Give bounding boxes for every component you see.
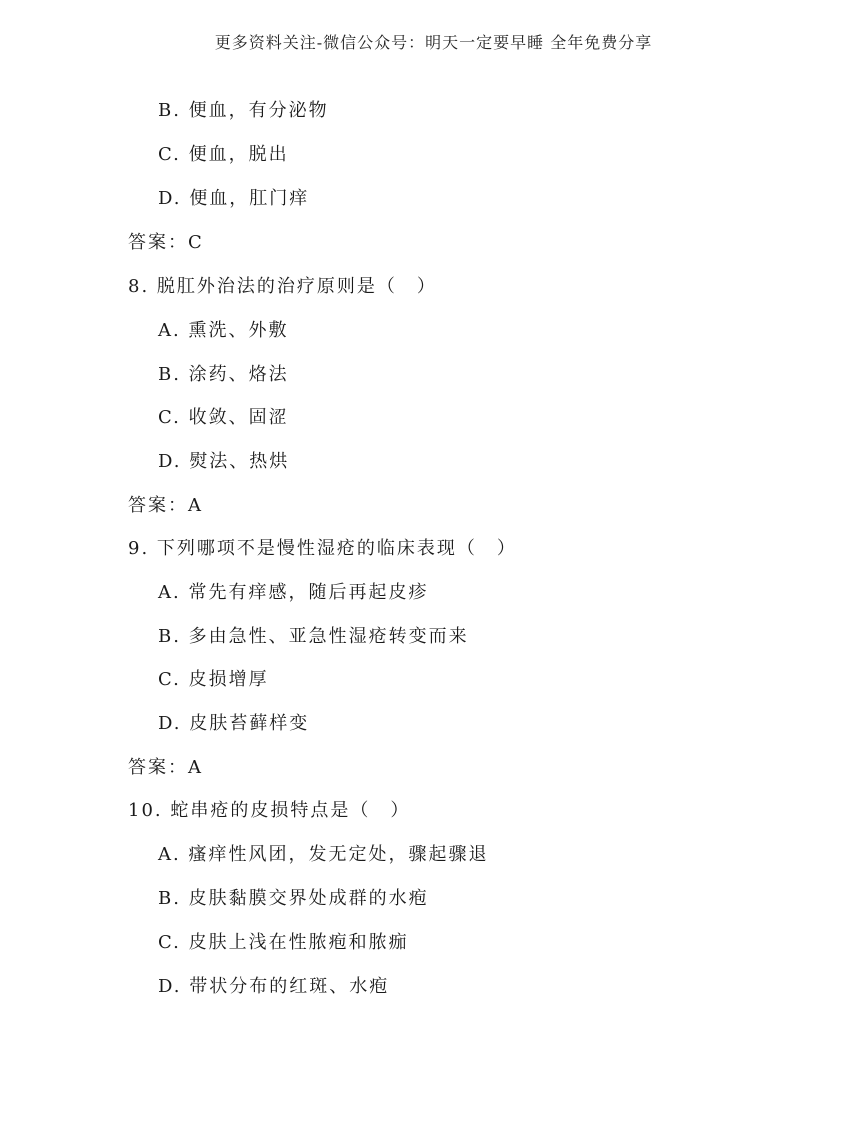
question-8: 8. 脱肛外治法的治疗原则是（ ） <box>128 276 437 297</box>
answer-q7: 答案：C <box>128 232 204 253</box>
q10-option-b: B. 皮肤黏膜交界处成群的水疱 <box>158 888 429 909</box>
q9-option-b: B. 多由急性、亚急性湿疮转变而来 <box>158 626 469 647</box>
question-10: 10. 蛇串疮的皮损特点是（ ） <box>128 800 411 821</box>
q8-option-b: B. 涂药、烙法 <box>158 364 289 385</box>
q8-option-c: C. 收敛、固涩 <box>158 407 289 428</box>
question-9: 9. 下列哪项不是慢性湿疮的临床表现（ ） <box>128 538 517 559</box>
option-b: B. 便血，有分泌物 <box>158 100 329 121</box>
answer-q8: 答案：A <box>128 495 203 516</box>
q10-option-d: D. 带状分布的红斑、水疱 <box>158 976 390 997</box>
q9-option-c: C. 皮损增厚 <box>158 669 269 690</box>
q8-option-a: A. 熏洗、外敷 <box>158 320 289 341</box>
option-c: C. 便血，脱出 <box>158 144 289 165</box>
option-d: D. 便血，肛门痒 <box>158 188 310 209</box>
q8-option-d: D. 熨法、热烘 <box>158 451 290 472</box>
q10-option-c: C. 皮肤上浅在性脓疱和脓痂 <box>158 932 409 953</box>
answer-q9: 答案：A <box>128 757 203 778</box>
q10-option-a: A. 瘙痒性风团，发无定处，骤起骤退 <box>158 844 489 865</box>
page-header: 更多资料关注-微信公众号：明天一定要早睡 全年免费分享 <box>214 33 653 52</box>
q9-option-a: A. 常先有痒感，随后再起皮疹 <box>158 582 429 603</box>
q9-option-d: D. 皮肤苔藓样变 <box>158 713 310 734</box>
